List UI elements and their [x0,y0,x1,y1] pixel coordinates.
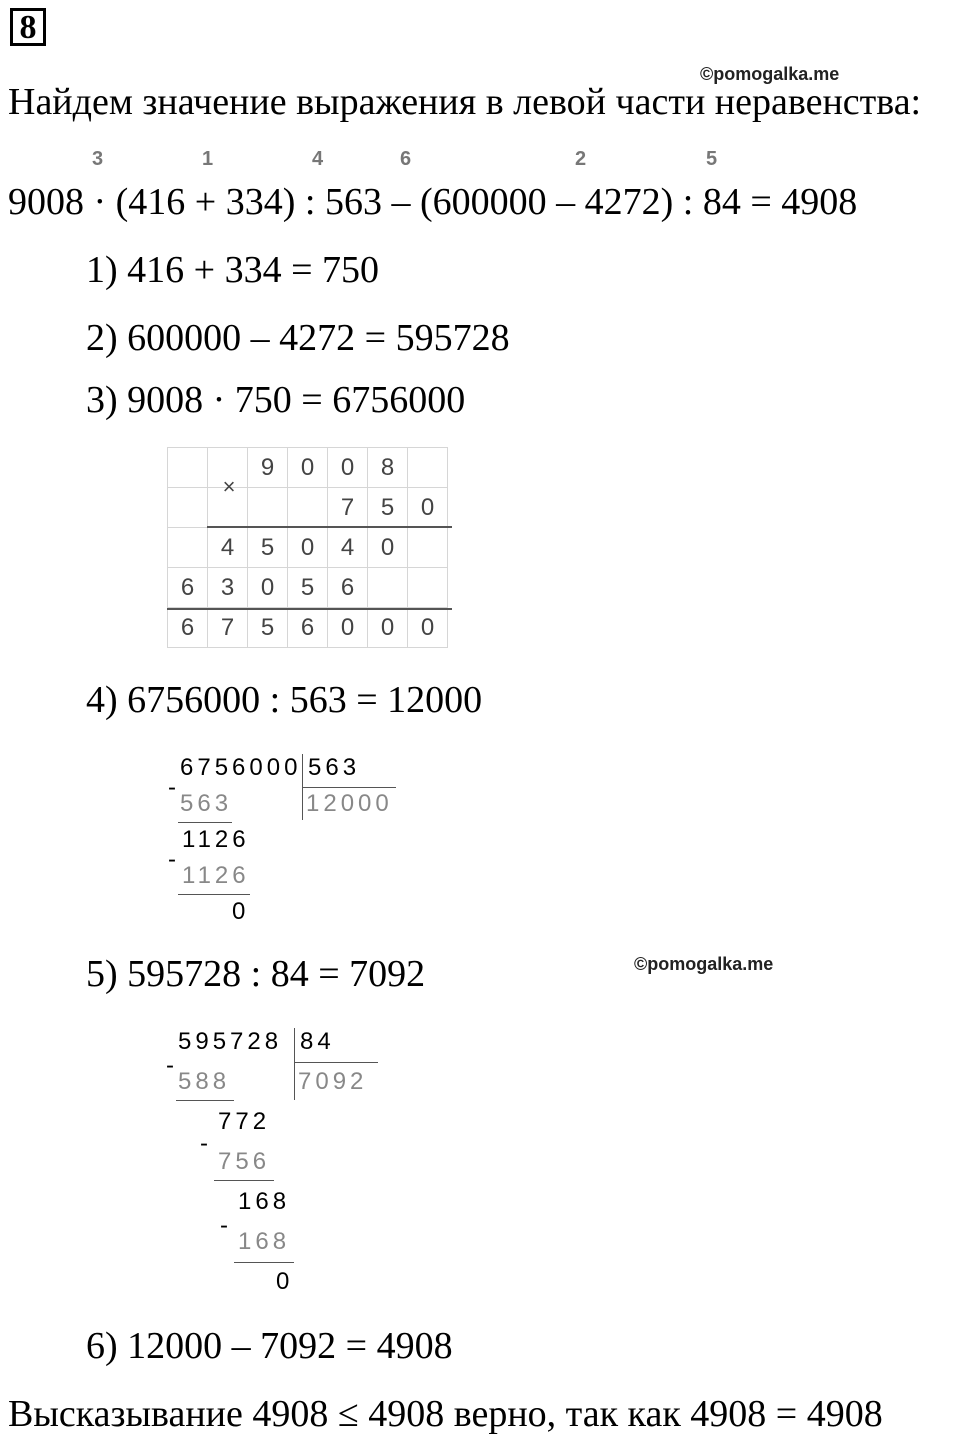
grid-rule [207,526,452,528]
grid-cell: 3 [208,568,248,608]
multiplication-grid [167,447,448,648]
grid-cell: 5 [288,568,328,608]
subtract-rule [178,894,250,895]
minus-sign: - [168,846,176,873]
grid-cell: 0 [328,448,368,488]
task-number-box: 8 [10,8,46,46]
order-mark: 6 [400,148,412,170]
order-mark: 3 [92,148,104,170]
grid-cell [408,568,448,608]
remainder: 772 [218,1108,271,1135]
step-5: 5) 595728 : 84 = 7092 [86,953,426,995]
step-3: 3) 9008 · 750 = 6756000 [86,379,466,421]
minus-sign: - [220,1212,228,1239]
grid-cell: 6 [288,608,328,648]
subtract-rule [178,822,232,823]
watermark: ©pomogalka.me [634,954,774,974]
step-2: 2) 600000 – 4272 = 595728 [86,317,510,359]
divisor: 563 [308,754,361,781]
step-6: 6) 12000 – 7092 = 4908 [86,1325,453,1367]
subtrahend: 1126 [182,862,250,889]
quotient: 7092 [298,1068,368,1095]
grid-cell: 0 [368,528,408,568]
multiply-sign: × [222,474,236,499]
grid-cell: 8 [368,448,408,488]
conclusion: Высказывание 4908 ≤ 4908 верно, так как 4908 = 4908 [8,1393,883,1435]
subtrahend: 756 [218,1148,271,1175]
remainder: 0 [276,1268,294,1295]
grid-cell [248,488,288,528]
grid-cell: 5 [248,608,288,648]
step-4: 4) 6756000 : 563 = 12000 [86,679,483,721]
intro-text: Найдем значение выражения в левой части неравенства: [8,81,922,123]
grid-cell: 6 [168,608,208,648]
grid-cell: 0 [328,608,368,648]
remainder: 168 [238,1188,291,1215]
grid-cell [288,488,328,528]
order-mark: 5 [706,148,718,170]
grid-cell: 4 [208,528,248,568]
subtract-rule [176,1100,234,1101]
order-mark: 1 [202,148,214,170]
grid-cell: 0 [288,448,328,488]
order-mark: 4 [312,148,324,170]
divisor: 84 [300,1028,335,1055]
minus-sign: - [200,1130,208,1157]
grid-cell: 5 [248,528,288,568]
grid-cell [168,488,208,528]
grid-cell: 0 [288,528,328,568]
step-1: 1) 416 + 334 = 750 [86,249,380,291]
minus-sign: - [166,1052,174,1079]
subtrahend: 168 [238,1228,291,1255]
grid-rule [167,608,452,610]
subtrahend: 588 [178,1068,231,1095]
grid-cell: 0 [408,608,448,648]
grid-cell [168,528,208,568]
grid-cell: 0 [368,608,408,648]
grid-cell [368,568,408,608]
minus-sign: - [168,774,176,801]
grid-cell [408,528,448,568]
grid-cell: 6 [168,568,208,608]
grid-cell: 4 [328,528,368,568]
grid-cell: 0 [408,488,448,528]
watermark: ©pomogalka.me [700,64,840,84]
division-bar [294,1028,295,1100]
quotient-rule [294,1062,378,1063]
grid-cell: 0 [248,568,288,608]
expression: 9008 · (416 + 334) : 563 – (600000 – 4272) : 84 = 4908 [8,181,858,223]
subtract-rule [234,1262,294,1263]
quotient: 12000 [306,790,393,817]
dividend: 6756000 [180,754,302,781]
grid-cell: 7 [208,608,248,648]
order-mark: 2 [575,148,587,170]
remainder: 1126 [182,826,250,853]
grid-cell: 6 [328,568,368,608]
grid-cell: 7 [328,488,368,528]
grid-cell [168,448,208,488]
subtrahend: 563 [180,790,233,817]
grid-cell: 5 [368,488,408,528]
grid-cell: 9 [248,448,288,488]
quotient-rule [302,787,396,788]
dividend: 595728 [178,1028,283,1055]
subtract-rule [214,1180,274,1181]
grid-cell [408,448,448,488]
remainder: 0 [232,898,250,925]
